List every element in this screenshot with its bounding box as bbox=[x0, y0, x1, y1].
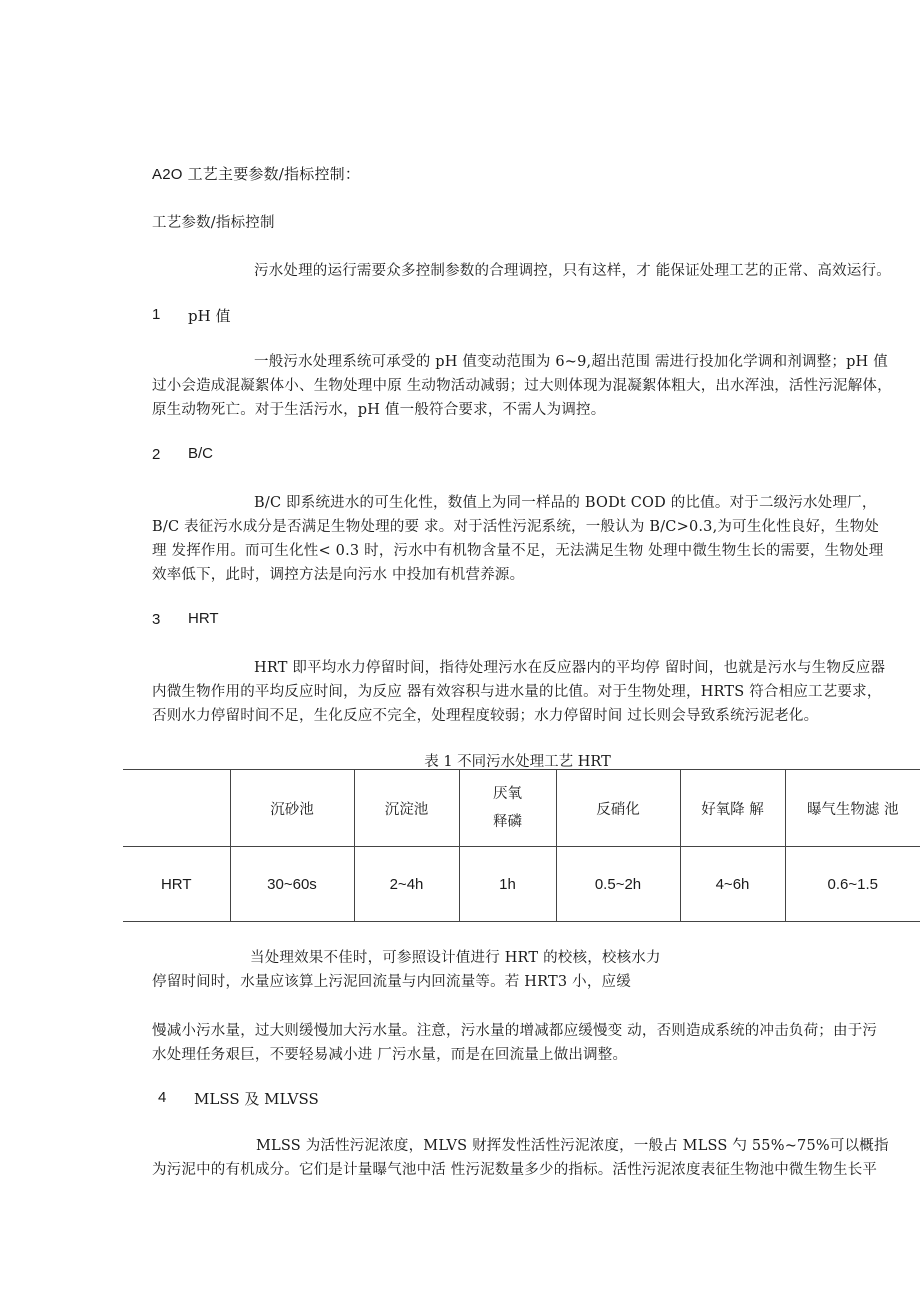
document-subtitle: 工艺参数/指标控制 bbox=[152, 215, 275, 231]
paragraph-line: B/C 表征污水成分是否满足生物处理的要 求。对于活性污泥系统，一般认为 B/C>0.3,为可生化性良好，生物处 bbox=[152, 519, 880, 535]
table-header-cell: 好氧降 解 bbox=[680, 770, 785, 847]
paragraph-line: 理 发挥作用。而可生化性< 0.3 时，污水中有机物含量不足，无法满足生物 处理中微生物生长的需要，生物处理 bbox=[152, 543, 884, 559]
section-title: B/C bbox=[188, 445, 214, 462]
section-title: MLSS 及 MLVSS bbox=[194, 1090, 319, 1108]
header-anaerobic-text: 厌氧 释磷 bbox=[493, 786, 522, 830]
table-cell: 30~60s bbox=[230, 847, 354, 922]
table-header-cell: 沉淀池 bbox=[354, 770, 459, 847]
table-caption: 表 1 不同污水处理工艺 HRT bbox=[424, 754, 611, 770]
table-caption-wrap bbox=[0, 750, 920, 771]
section-title: HRT bbox=[188, 610, 219, 627]
section-heading-mlss bbox=[158, 1088, 319, 1108]
section-heading-hrt bbox=[152, 610, 219, 628]
title-text: 工艺主要参数/指标控制： bbox=[187, 165, 361, 183]
table-cell: 0.5~2h bbox=[556, 847, 680, 922]
table-cell: 0.6~1.5 bbox=[785, 847, 920, 922]
paragraph-line: 一般污水处理系统可承受的 pH 值变动范围为 6~9,超出范围 需进行投加化学调和剂调整；pH 值 bbox=[254, 354, 888, 370]
paragraph-line: B/C 即系统进水的可生化性，数值上为同一样品的 BODt COD 的比值。对于二级污水处理厂， bbox=[254, 495, 877, 511]
section-number: 1 bbox=[152, 306, 161, 323]
section-number: 2 bbox=[152, 446, 161, 463]
section-heading-bc bbox=[152, 445, 214, 463]
table-header-cell bbox=[123, 770, 230, 847]
paragraph-line: 慢减小污水量，过大则缓慢加大污水量。注意，污水量的增减都应缓慢变 动，否则造成系统的冲击负荷；由于污 bbox=[152, 1023, 878, 1039]
table-cell: 4~6h bbox=[680, 847, 785, 922]
paragraph-line: 效率低下，此时，调控方法是向污水 中投加有机营养源。 bbox=[152, 567, 525, 583]
section-heading-ph bbox=[152, 305, 231, 325]
title-latin: A2O bbox=[152, 166, 183, 183]
paragraph-line: 为污泥中的有机成分。它们是计量曝气池中活 性污泥数量多少的指标。活性污泥浓度表征生物池中微生物生长平 bbox=[152, 1162, 878, 1178]
paragraph-line: 当处理效果不佳时，可参照设计值进行 HRT 的校核，校核水力 bbox=[250, 950, 661, 966]
paragraph-line: 否则水力停留时间不足，生化反应不完全，处理程度较弱；水力停留时间 过长则会导致系统污泥老化。 bbox=[152, 708, 819, 724]
table-row bbox=[123, 847, 920, 922]
paragraph-line: 原生动物死亡。对于生活污水，pH 值一般符合要求，不需人为调控。 bbox=[152, 402, 606, 418]
document-title bbox=[152, 163, 360, 184]
hrt-table bbox=[123, 769, 920, 922]
section-title: pH 值 bbox=[188, 307, 231, 325]
table-header-cell: 沉砂池 bbox=[230, 770, 354, 847]
table-header-row bbox=[123, 770, 920, 847]
paragraph-line: HRT 即平均水力停留时间，指待处理污水在反应器内的平均停 留时间，也就是污水与生物反应器 bbox=[254, 660, 886, 676]
intro-paragraph: 污水处理的运行需要众多控制参数的合理调控，只有这样，才 能保证处理工艺的正常、高效运行。 bbox=[254, 263, 891, 279]
table-header-cell: 反硝化 bbox=[556, 770, 680, 847]
paragraph-line: 水处理任务艰巨，不要轻易减小进 厂污水量，而是在回流量上做出调整。 bbox=[152, 1047, 628, 1063]
paragraph-line: MLSS 为活性污泥浓度，MLVS 财挥发性活性污泥浓度，一般占 MLSS 勺 55%~75%可以概指 bbox=[256, 1138, 889, 1154]
table-cell: 2~4h bbox=[354, 847, 459, 922]
paragraph-line: 过小会造成混凝絮体小、生物处理中原 生动物活动减弱；过大则体现为混凝絮体粗大，出水浑浊，活性污泥解体， bbox=[152, 378, 892, 394]
table-header-cell bbox=[459, 770, 556, 847]
paragraph-line: 内微生物作用的平均反应时间，为反应 器有效容积与进水量的比值。对于生物处理，HRTS 符合相应工艺要求， bbox=[152, 684, 882, 700]
paragraph-line: 停留时间时，水量应该算上污泥回流量与内回流量等。若 HRT3 小，应缓 bbox=[152, 974, 631, 990]
section-number: 4 bbox=[158, 1089, 167, 1106]
table-cell: 1h bbox=[459, 847, 556, 922]
table-header-cell: 曝气生物滤 池 bbox=[806, 801, 899, 818]
table-row-label: HRT bbox=[123, 847, 230, 922]
section-number: 3 bbox=[152, 611, 161, 628]
